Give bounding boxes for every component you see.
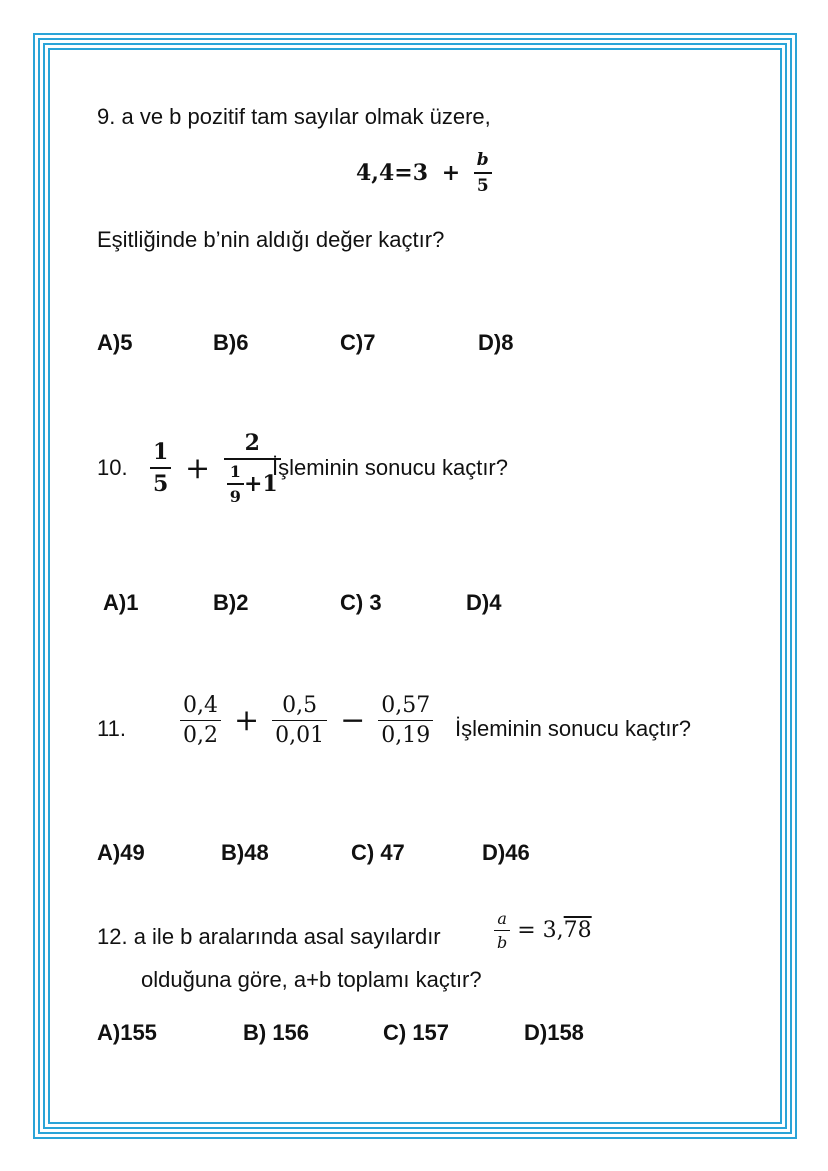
q11-option-a[interactable]: A)49: [97, 840, 145, 865]
q9-option-d[interactable]: D)8: [478, 330, 514, 355]
q11-number: 11.: [97, 716, 126, 741]
q11-option-c[interactable]: C) 47: [351, 840, 405, 865]
q9-option-a[interactable]: A)5: [97, 330, 133, 355]
q10-option-a[interactable]: A)1: [103, 590, 139, 615]
q10-fraction-1: [150, 439, 171, 497]
q10-f1-num: 1: [150, 439, 171, 469]
q9-eq-fraction: [474, 150, 492, 196]
q9-option-b[interactable]: B)6: [213, 330, 249, 355]
q11-option-d[interactable]: D)46: [482, 840, 530, 865]
q10-f2-inner-den: 9: [229, 487, 241, 506]
q11-fraction-2: [272, 693, 327, 748]
q9-eq-lhs: 4,4=3: [356, 160, 429, 186]
q9-eq-plus: +: [441, 160, 461, 186]
q10-f2-num: 2: [224, 430, 281, 460]
q11-f3-num: 0,57: [378, 693, 433, 721]
q11-question: İşleminin sonucu kaçtır?: [455, 716, 691, 741]
q10-f2-inner-fraction: [227, 462, 244, 506]
q12-option-d[interactable]: D)158: [524, 1020, 584, 1045]
q10-f1-den: 5: [153, 471, 169, 497]
q12-option-c[interactable]: C) 157: [383, 1020, 450, 1045]
q12-text: 12. a ile b aralarında asal sayılardır: [97, 924, 441, 949]
q12-line2: olduğuna göre, a+b toplamı kaçtır?: [141, 967, 482, 992]
q10-question: İşleminin sonucu kaçtır?: [272, 455, 508, 480]
q12-equals: = 3,: [517, 918, 564, 943]
q9-eq-den: 5: [476, 176, 489, 196]
q10-option-b[interactable]: B)2: [213, 590, 249, 615]
q10-option-c[interactable]: C) 3: [340, 590, 382, 615]
q10-plus: +: [184, 450, 211, 486]
q9-option-c[interactable]: C)7: [340, 330, 376, 355]
q10-option-d[interactable]: D)4: [466, 590, 502, 615]
q9-text: a ve b pozitif tam sayılar olmak üzere,: [121, 104, 491, 129]
q9-eq-num: b: [474, 150, 492, 174]
q10-f2-inner-num: 1: [227, 462, 244, 485]
q11-fraction-1: [180, 693, 221, 748]
q12-option-b[interactable]: B) 156: [243, 1020, 310, 1045]
q11-f2-den: 0,01: [275, 723, 325, 748]
q9-number: 9.: [97, 104, 116, 129]
q11-f2-num: 0,5: [272, 693, 327, 721]
q11-minus: −: [340, 703, 366, 738]
q11-option-b[interactable]: B)48: [221, 840, 269, 865]
q12-fraction: [494, 909, 510, 952]
q12-frac-den: b: [497, 933, 508, 952]
q11-f1-num: 0,4: [180, 693, 221, 721]
q9-intro: [97, 104, 491, 130]
q11-fraction-3: [378, 693, 433, 748]
q11-f3-den: 0,19: [381, 723, 431, 748]
q12-frac-num: a: [494, 909, 510, 931]
q9-question: Eşitliğinde b’nin aldığı değer kaçtır?: [97, 227, 445, 252]
q10-expression: [150, 430, 281, 506]
q11-f1-den: 0,2: [183, 723, 218, 748]
q9-equation: [356, 150, 492, 196]
q11-plus: +: [234, 703, 260, 738]
q12-expression: [494, 909, 592, 952]
q12-repeating-digits: 78: [563, 918, 592, 943]
q10-number: 10.: [97, 455, 128, 480]
page-border-inner: [48, 48, 782, 1124]
q12-option-a[interactable]: A)155: [97, 1020, 157, 1045]
q10-f2-den-tail: +1: [243, 471, 278, 497]
q11-expression: [180, 693, 433, 748]
